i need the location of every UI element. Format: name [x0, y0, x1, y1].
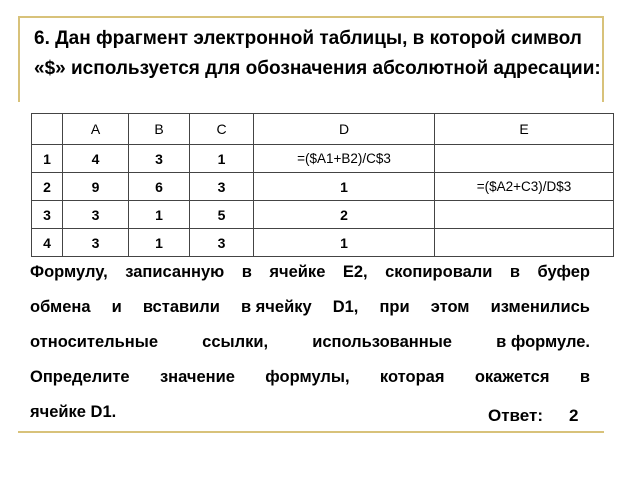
task-title — [34, 24, 604, 84]
word: вставили — [142, 298, 220, 316]
word: при — [379, 298, 410, 316]
answer-value: 2 — [569, 406, 579, 425]
word: в — [241, 263, 252, 281]
cell-c1: 1 — [190, 145, 254, 173]
word: скопировали — [385, 263, 493, 281]
problem-line-2 — [30, 290, 590, 325]
cell-a1: 4 — [63, 145, 129, 173]
table-row — [32, 201, 614, 229]
row-number: 4 — [32, 229, 63, 257]
cell-c3: 5 — [190, 201, 254, 229]
word: значение — [159, 368, 235, 386]
word: Формулу, — [30, 263, 108, 281]
word: в формуле. — [496, 333, 590, 351]
cell-d2: 1 — [254, 173, 435, 201]
task-title-line-1: 6. Дан фрагмент электронной таблицы, в которой символ — [34, 28, 582, 49]
word: ссылки, — [202, 333, 269, 351]
column-header-c: C — [190, 114, 254, 145]
answer — [488, 406, 578, 426]
cell-e2: =($A2+C3)/D$3 — [435, 173, 614, 201]
table-row — [32, 145, 614, 173]
word: формулы, — [265, 368, 350, 386]
task-title-line-2: «$» используется для обозначения абсолютной адресации: — [34, 58, 601, 79]
cell-e1 — [435, 145, 614, 173]
problem-line-1 — [30, 255, 590, 290]
cell-b4: 1 — [129, 229, 190, 257]
word: относительные — [30, 333, 159, 351]
column-header-d: D — [254, 114, 435, 145]
cell-e3 — [435, 201, 614, 229]
cell-b2: 6 — [129, 173, 190, 201]
column-header-row — [32, 114, 614, 145]
problem-line-4 — [30, 360, 590, 395]
row-number: 2 — [32, 173, 63, 201]
word: ячейке — [269, 263, 326, 281]
column-header-a: A — [63, 114, 129, 145]
word: в — [579, 368, 590, 386]
word: ячейке D1. — [30, 403, 117, 421]
frame-bottom-line — [18, 431, 604, 433]
cell-a4: 3 — [63, 229, 129, 257]
word: окажется — [474, 368, 550, 386]
table-row — [32, 173, 614, 201]
problem-text — [30, 255, 590, 430]
cell-d1: =($A1+B2)/C$3 — [254, 145, 435, 173]
cell-a2: 9 — [63, 173, 129, 201]
word: этом — [430, 298, 470, 316]
word: Определите — [30, 368, 130, 386]
word: D1, — [332, 298, 359, 316]
cell-e4 — [435, 229, 614, 257]
table-row — [32, 229, 614, 257]
cell-c4: 3 — [190, 229, 254, 257]
word: обмена — [30, 298, 91, 316]
cell-d4: 1 — [254, 229, 435, 257]
word: которая — [379, 368, 445, 386]
word: использованные — [312, 333, 452, 351]
frame-left-line — [18, 16, 20, 102]
word: в — [509, 263, 521, 281]
cell-b1: 3 — [129, 145, 190, 173]
answer-label: Ответ: — [488, 406, 543, 425]
corner-cell — [32, 114, 63, 145]
word: в ячейку — [240, 298, 312, 316]
word: и — [111, 298, 122, 316]
word: Е2, — [342, 263, 368, 281]
row-number: 1 — [32, 145, 63, 173]
cell-a3: 3 — [63, 201, 129, 229]
cell-d3: 2 — [254, 201, 435, 229]
cell-b3: 1 — [129, 201, 190, 229]
column-header-e: E — [435, 114, 614, 145]
spreadsheet-table — [31, 113, 614, 257]
column-header-b: B — [129, 114, 190, 145]
word: изменились — [490, 298, 590, 316]
row-number: 3 — [32, 201, 63, 229]
word: записанную — [125, 263, 225, 281]
problem-line-3 — [30, 325, 590, 360]
frame-top-line — [18, 16, 604, 18]
cell-c2: 3 — [190, 173, 254, 201]
word: буфер — [537, 263, 590, 281]
